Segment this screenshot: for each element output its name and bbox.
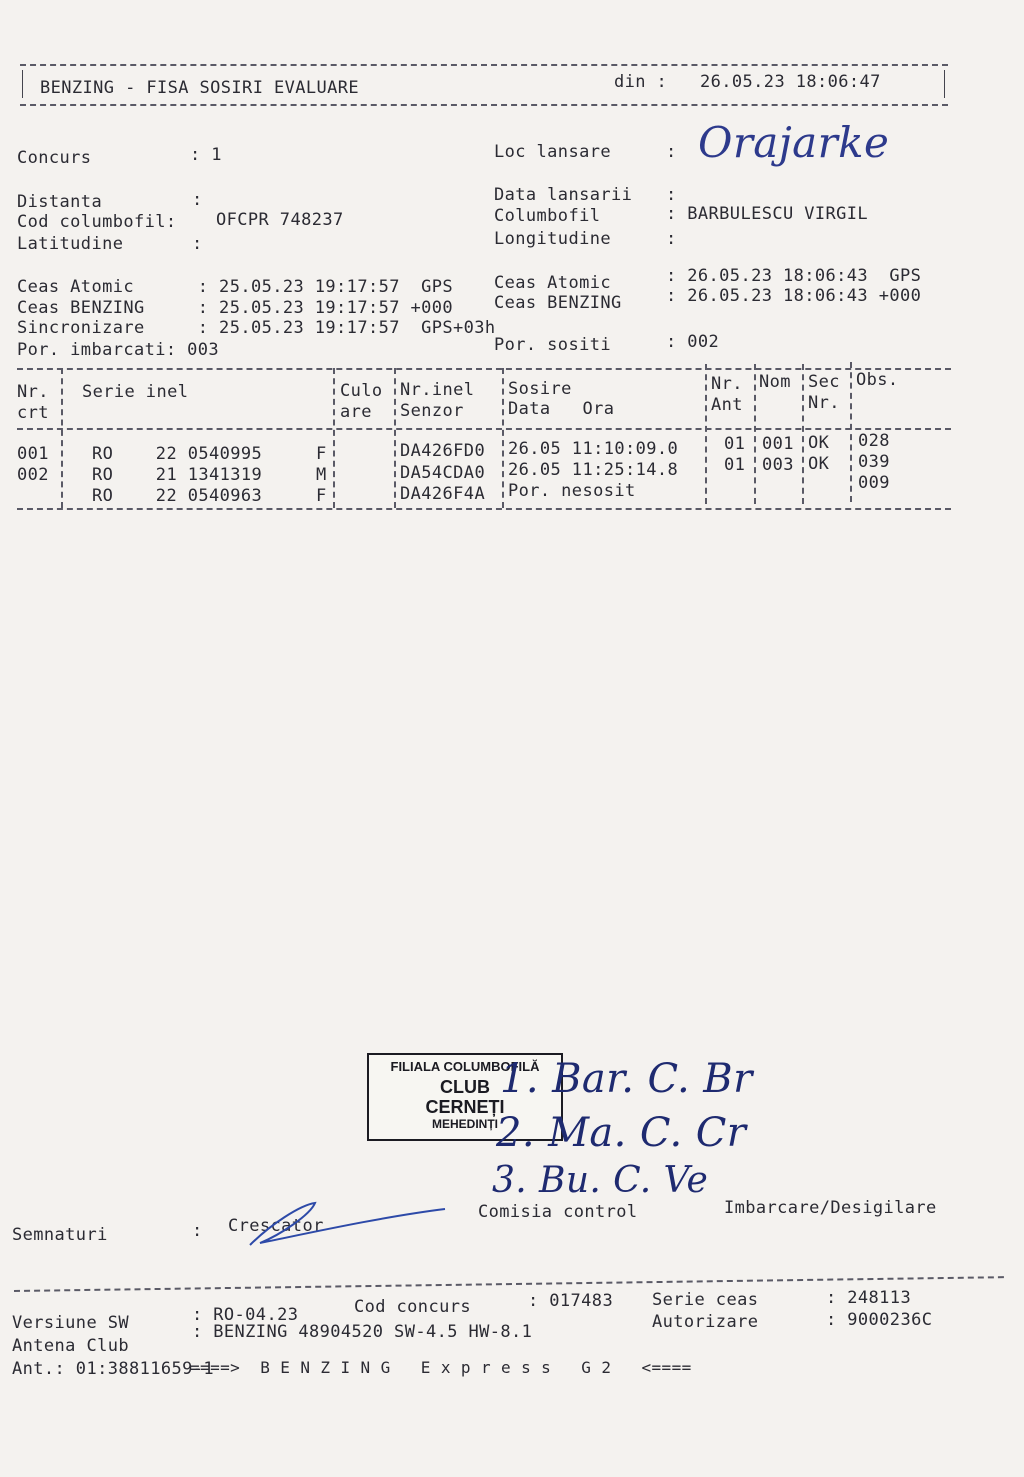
handwritten-signature-2: 2. Ma. C. Cr (496, 1110, 747, 1156)
header-senzor: Senzor (400, 401, 464, 421)
loc-lansare-colon: : (666, 142, 677, 162)
cod-columbofil-label: Cod columbofil: (17, 212, 177, 232)
stamp-line-1: FILIALA COLUMBOFILĂ (390, 1059, 540, 1074)
col-sep-3 (394, 368, 396, 508)
row-ring: RO 22 0540995 (92, 444, 263, 464)
header-date-label: din : (614, 72, 668, 92)
latitudine-colon: : (192, 234, 203, 254)
serie-ceas-value: : 248113 (826, 1288, 912, 1308)
header-nom: Nom (759, 372, 791, 392)
distanta-colon: : (192, 190, 203, 210)
benzing-express-banner: ====> B E N Z I N G E x p r e s s G 2 <==== (190, 1358, 692, 1377)
header-left-edge (22, 70, 23, 98)
table-header-rule (17, 428, 951, 430)
header-are: are (340, 402, 372, 422)
row-ant: 01 (724, 434, 746, 454)
distanta-label: Distanta (17, 192, 103, 212)
header-sec-nr: Nr. (808, 393, 840, 413)
header-bottom-rule (20, 104, 948, 106)
ceas-benzing-gps-label: Ceas BENZING (494, 293, 622, 313)
crescator-signature-stroke (240, 1195, 450, 1255)
stamp-line-3: CERNEȚI (425, 1097, 505, 1117)
imbarcare-desigilare-label: Imbarcare/Desigilare (724, 1198, 937, 1218)
header-obs: Obs. (856, 370, 899, 390)
autorizare-label: Autorizare (652, 1312, 759, 1332)
row-sensor: DA54CDA0 (400, 463, 486, 483)
sincronizare-row: Sincronizare : 25.05.23 19:17:57 GPS+03h (17, 318, 496, 338)
table-bottom-rule (17, 508, 951, 510)
antena-club-value: : BENZING 48904520 SW-4.5 HW-8.1 (192, 1322, 533, 1342)
header-right-edge (944, 70, 945, 98)
crescator-label: Crescator (228, 1216, 324, 1236)
row-nom: 003 (762, 455, 794, 475)
header-ant: Ant (711, 395, 743, 415)
header-date-value: 26.05.23 18:06:47 (700, 72, 881, 92)
cod-concurs-value: : 017483 (528, 1291, 614, 1311)
cod-concurs-label: Cod concurs (354, 1297, 471, 1317)
row-sensor: DA426FD0 (400, 441, 486, 461)
row-arrival: 26.05 11:25:14.8 (508, 460, 679, 480)
stamp-line-4: MEHEDINȚI (432, 1117, 498, 1131)
data-lansarii-label: Data lansarii (494, 185, 633, 205)
ceas-benzing-gps-value: : 26.05.23 18:06:43 +000 (666, 286, 922, 306)
col-sep-4 (502, 368, 504, 508)
row-obs: 039 (858, 452, 890, 472)
autorizare-value: : 9000236C (826, 1310, 933, 1330)
concurs-label: Concurs (17, 148, 92, 168)
header-sosire: Sosire (508, 379, 572, 399)
stamp-line-2: CLUB (440, 1077, 490, 1097)
cod-columbofil-value: OFCPR 748237 (216, 210, 344, 230)
ceas-atomic-gps-value: : 26.05.23 18:06:43 GPS (666, 266, 922, 286)
col-sep-1 (61, 368, 63, 508)
row-arrival: 26.05 11:10:09.0 (508, 439, 679, 459)
header-nr: Nr. (17, 382, 49, 402)
versiune-sw-label: Versiune SW (12, 1313, 129, 1333)
row-sensor: DA426F4A (400, 484, 486, 504)
columbofil-label: Columbofil (494, 206, 601, 226)
ceas-atomic-gps-label: Ceas Atomic (494, 273, 611, 293)
antenna-id-line: Ant.: 01:38811659-1 (12, 1359, 215, 1379)
row-ring: RO 21 1341319 (92, 465, 263, 485)
semnaturi-label: Semnaturi (12, 1225, 108, 1245)
header-title: BENZING - FISA SOSIRI EVALUARE (40, 78, 360, 98)
serie-ceas-label: Serie ceas (652, 1290, 759, 1310)
row-sec: OK (808, 454, 830, 474)
row-nr: 002 (17, 465, 49, 485)
row-obs: 028 (858, 431, 890, 451)
porumbei-sositi-label: Por. sositi (494, 335, 611, 355)
handwritten-signature-1: 1. Bar. C. Br (500, 1056, 753, 1102)
porumbei-imbarcati: Por. imbarcati: 003 (17, 340, 220, 360)
longitudine-colon: : (666, 229, 677, 249)
header-data-ora: Data Ora (508, 399, 615, 419)
latitudine-label: Latitudine (17, 234, 124, 254)
header-top-rule (20, 64, 948, 66)
header-sec: Sec (808, 372, 840, 392)
porumbei-sositi-value: : 002 (666, 332, 720, 352)
row-arrival: Por. nesosit (508, 481, 636, 501)
versiune-sw-value: : RO-04.23 (192, 1305, 299, 1325)
concurs-value: : 1 (190, 145, 222, 165)
ceas-atomic-row: Ceas Atomic : 25.05.23 19:17:57 GPS (17, 277, 454, 297)
antena-club-label: Antena Club (12, 1336, 129, 1356)
header-nr-inel: Nr.inel (400, 380, 475, 400)
col-sep-6 (754, 364, 756, 504)
row-sex: F (316, 444, 327, 464)
col-sep-2 (333, 368, 335, 508)
row-sex: F (316, 486, 327, 506)
row-nr: 001 (17, 444, 49, 464)
data-lansarii-colon: : (666, 185, 677, 205)
row-ant: 01 (724, 455, 746, 475)
ceas-benzing-row: Ceas BENZING : 25.05.23 19:17:57 +000 (17, 298, 454, 318)
col-sep-8 (850, 362, 852, 502)
header-culo: Culo (340, 381, 383, 401)
semnaturi-colon: : (192, 1221, 203, 1241)
header-nr-ant: Nr. (711, 374, 743, 394)
row-obs: 009 (858, 473, 890, 493)
row-sec: OK (808, 433, 830, 453)
handwritten-signature-3: 3. Bu. C. Ve (492, 1160, 709, 1201)
loc-lansare-label: Loc lansare (494, 142, 611, 162)
columbofil-value: : BARBULESCU VIRGIL (666, 204, 869, 224)
longitudine-label: Longitudine (494, 229, 611, 249)
row-sex: M (316, 465, 327, 485)
header-crt: crt (17, 403, 49, 423)
col-sep-5 (705, 364, 707, 504)
row-ring: RO 22 0540963 (92, 486, 263, 506)
col-sep-7 (802, 364, 804, 504)
row-nom: 001 (762, 434, 794, 454)
comisia-control-label: Comisia control (478, 1202, 638, 1222)
table-top-rule (17, 368, 951, 370)
loc-lansare-handwritten: Orajarke (698, 118, 890, 167)
header-serie-inel: Serie inel (82, 382, 189, 402)
